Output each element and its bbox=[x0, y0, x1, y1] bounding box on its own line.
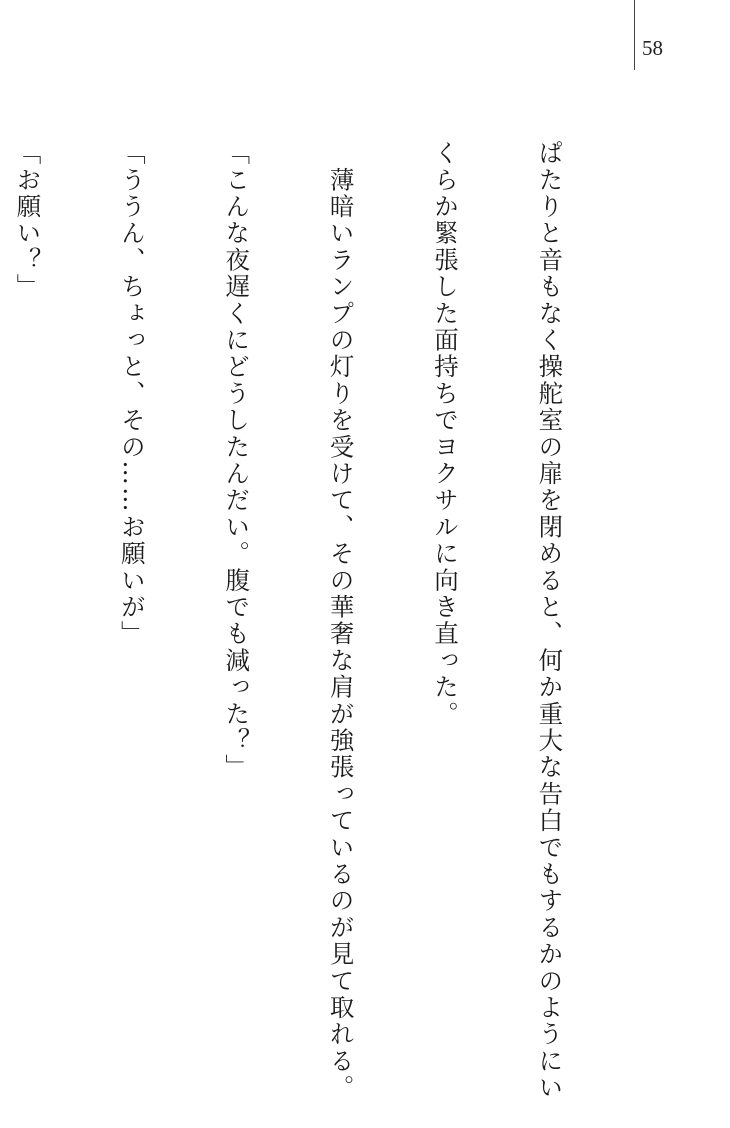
text-line: くらか緊張した面持ちでヨクサルに向き直った。 bbox=[431, 140, 461, 728]
text-line: 薄暗いランプの灯りを受けて、その華奢な肩が強張っているのが見て取れる。 bbox=[326, 140, 356, 1102]
text-line: 「お願い？」 bbox=[13, 140, 43, 301]
header-rule bbox=[634, 0, 635, 70]
text-line: 「ううん、ちょっと、その……お願いが」 bbox=[117, 140, 147, 648]
page-number: 58 bbox=[642, 36, 663, 60]
text-line: ぱたりと音もなく操舵室の扉を閉めると、何か重大な告白でもするかのようにい bbox=[535, 140, 565, 1102]
text-line: 「こんな夜遅くにどうしたんだい。腹でも減った？」 bbox=[222, 140, 252, 781]
vertical-text-body bbox=[13, 140, 636, 1102]
